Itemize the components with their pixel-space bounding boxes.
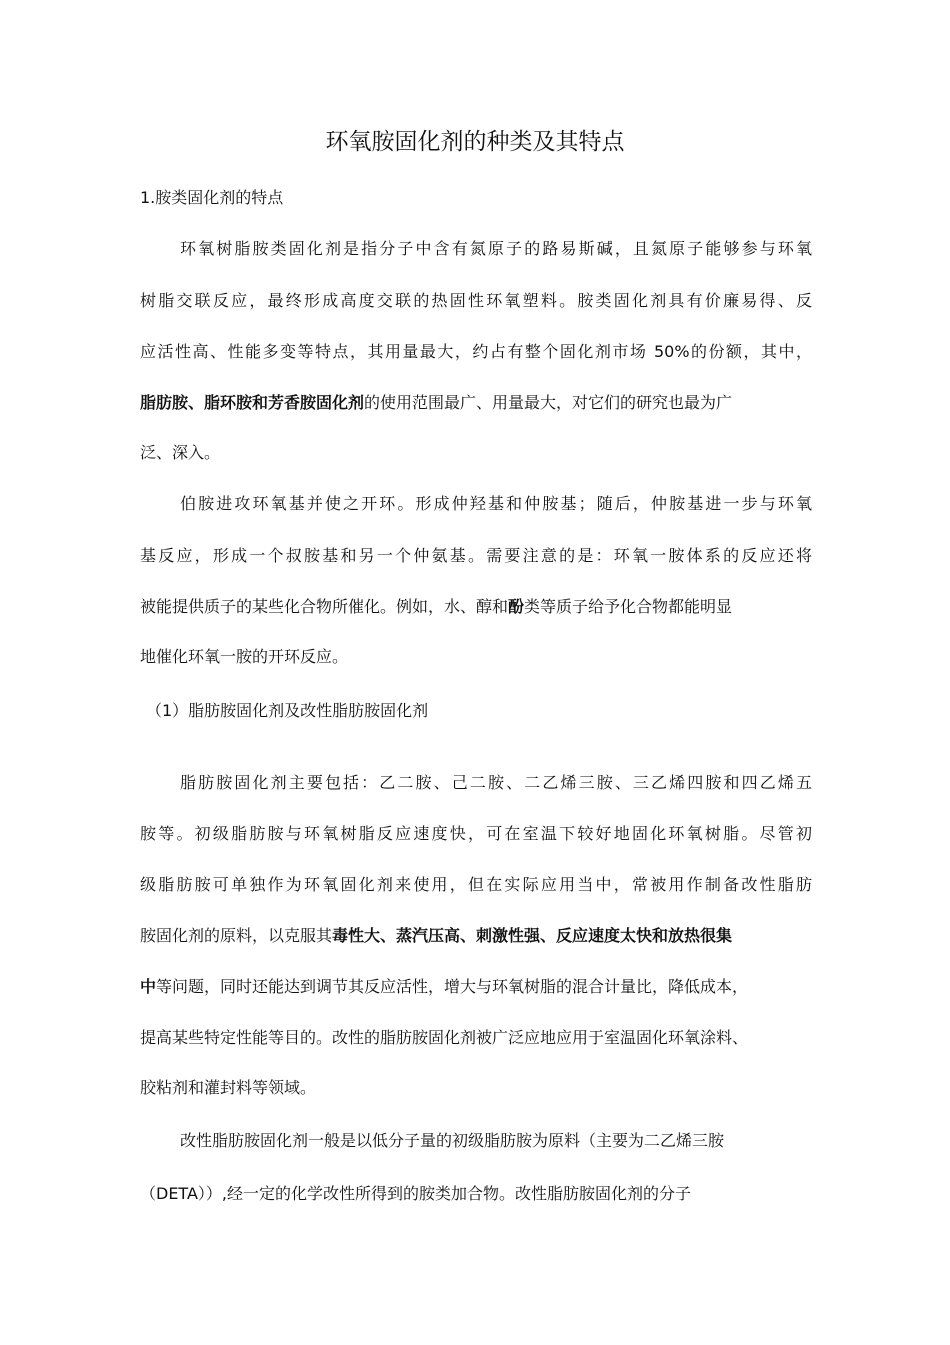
- text-run: 的使用范围最广、用量最大，对它们的研究也最为广: [364, 393, 733, 412]
- bold-phrase: 中: [140, 977, 157, 996]
- paragraph-line: 提高某些特定性能等目的。改性的脂肪胺固化剂被广泛应地应用于室温固化环氧涂料、: [140, 1028, 749, 1047]
- paragraph-line: [140, 596, 732, 618]
- paragraph-line: 基反应，形成一个叔胺基和另一个仲氨基。需要注意的是：环氧一胺体系的反应还将: [140, 546, 812, 565]
- paragraph-line: 树脂交联反应，最终形成高度交联的热固性环氧塑料。胺类固化剂具有价廉易得、反: [140, 291, 812, 310]
- bold-phrase: 酚: [508, 597, 525, 616]
- section-heading: 1.胺类固化剂的特点: [140, 188, 284, 207]
- paragraph-line: [140, 392, 732, 414]
- bold-phrase: 脂肪胺、脂环胺和芳香胺固化剂: [140, 393, 365, 412]
- paragraph-line: 胺等。初级脂肪胺与环氧树脂反应速度快，可在室温下较好地固化环氧树脂。尽管初: [140, 824, 812, 843]
- text-run: 胺固化剂的原料，以克服其: [140, 926, 333, 945]
- paragraph-line: 级脂肪胺可单独作为环氧固化剂来使用，但在实际应用当中，常被用作制备改性脂肪: [140, 875, 812, 894]
- paragraph-line: 地催化环氧一胺的开环反应。: [140, 647, 349, 666]
- paragraph-line: 胶粘剂和灌封料等领域。: [140, 1078, 317, 1097]
- paragraph-line: 脂肪胺固化剂主要包括：乙二胺、己二胺、二乙烯三胺、三乙烯四胺和四乙烯五: [180, 773, 812, 792]
- paragraph-line: 改性脂肪胺固化剂一般是以低分子量的初级脂肪胺为原料（主要为二乙烯三胺: [180, 1131, 725, 1150]
- text-run: 被能提供质子的某些化合物所催化。例如，水、醇和: [140, 597, 509, 616]
- text-run: 类等质子给予化合物都能明显: [524, 597, 733, 616]
- document-title: 环氧胺固化剂的种类及其特点: [325, 129, 625, 155]
- paragraph-line: 环氧树脂胺类固化剂是指分子中含有氮原子的路易斯碱，且氮原子能够参与环氧: [180, 239, 812, 258]
- paragraph-line: 应活性高、性能多变等特点，其用量最大，约占有整个固化剂市场 50%的份额，其中，: [140, 342, 812, 361]
- paragraph-line: 泛、深入。: [140, 443, 221, 462]
- bold-phrase: 毒性大、蒸汽压高、刺激性强、反应速度太快和放热很集: [332, 926, 733, 945]
- subsection-heading: （1）脂肪胺固化剂及改性脂肪胺固化剂: [146, 701, 429, 720]
- paragraph-line: 伯胺进攻环氧基并使之开环。形成仲羟基和仲胺基；随后，仲胺基进一步与环氧: [180, 494, 812, 513]
- paragraph-line: （DETA））,经一定的化学改性所得到的胺类加合物。改性脂肪胺固化剂的分子: [140, 1184, 691, 1203]
- text-run: 等问题，同时还能达到调节其反应活性，增大与环氧树脂的混合计量比，降低成本，: [156, 977, 749, 996]
- paragraph-line: [140, 925, 732, 947]
- paragraph-line: [140, 976, 748, 998]
